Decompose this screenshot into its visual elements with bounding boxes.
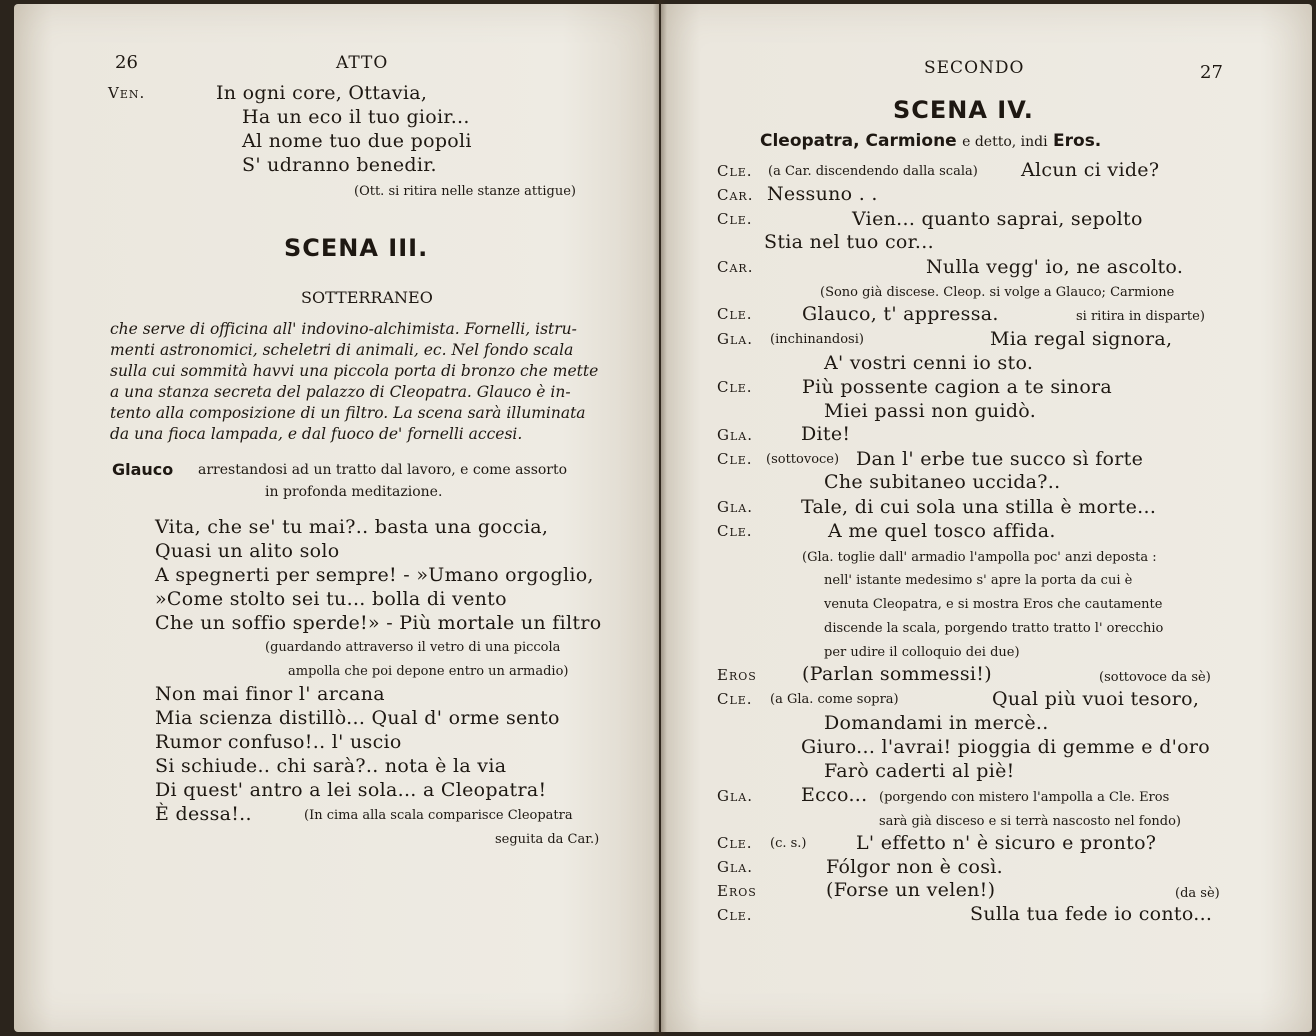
speaker-label: Cle.	[717, 162, 753, 180]
scene-setting: SOTTERRANEO	[301, 288, 433, 307]
stage-direction: (porgendo con mistero l'ampolla a Cle. Eros	[879, 790, 1170, 805]
verse-line: Sulla tua fede io conto...	[970, 903, 1213, 925]
verse-line: Miei passi non guidò.	[824, 400, 1037, 422]
stage-direction: (Sono già discese. Cleop. si volge a Glauco; Carmione	[820, 285, 1175, 300]
verse-line: (Parlan sommessi!)	[802, 663, 992, 685]
stage-direction: (a Gla. come sopra)	[770, 692, 899, 707]
scene-title: SCENA III.	[284, 234, 429, 262]
character-connector: e detto, indi	[962, 134, 1048, 150]
verse-line: Qual più vuoi tesoro,	[992, 688, 1200, 710]
stage-direction: (c. s.)	[770, 836, 807, 851]
speaker-ven: Ven.	[108, 84, 146, 102]
verse-line: Di quest' antro a lei sola... a Cleopatra!	[155, 779, 547, 801]
verse-line: Fólgor non è così.	[826, 856, 1003, 878]
stage-direction: (In cima alla scala comparisce Cleopatra	[304, 808, 573, 823]
verse-line: Rumor confuso!.. l' uscio	[155, 731, 402, 753]
verse-line: Più possente cagion a te sinora	[802, 376, 1113, 398]
speaker-label: Cle.	[717, 522, 753, 540]
speaker-label: Cle.	[717, 690, 753, 708]
left-running-head: ATTO	[336, 53, 389, 73]
scene-description-line: che serve di officina all' indovino-alchimista. Fornelli, istru-	[110, 320, 577, 338]
speaker-label: Car.	[717, 258, 754, 276]
verse-line: Vien... quanto saprai, sepolto	[852, 208, 1143, 230]
speaker-label: Gla.	[717, 858, 753, 876]
stage-direction: discende la scala, porgendo tratto tratto l' orecchio	[824, 621, 1164, 636]
stage-direction: per udire il colloquio dei due)	[824, 645, 1020, 660]
scene-title: SCENA IV.	[893, 96, 1034, 124]
stage-direction: ampolla che poi depone entro un armadio)	[288, 664, 569, 679]
stage-direction: (inchinandosi)	[770, 332, 864, 347]
speaker-label: Gla.	[717, 426, 753, 444]
stage-direction: arrestandosi ad un tratto dal lavoro, e come assorto	[198, 462, 568, 478]
left-page-number: 26	[115, 52, 138, 73]
verse-line: Al nome tuo due popoli	[242, 130, 472, 152]
verse-line: Giuro... l'avrai! pioggia di gemme e d'oro	[801, 736, 1211, 758]
verse-line: Che subitaneo uccida?..	[824, 471, 1061, 493]
verse-line: Non mai finor l' arcana	[155, 683, 385, 705]
verse-line: Domandami in mercè..	[824, 712, 1049, 734]
stage-direction: (Gla. toglie dall' armadio l'ampolla poc' anzi deposta :	[802, 550, 1157, 565]
verse-line: A spegnerti per sempre! - »Umano orgoglio,	[155, 564, 594, 586]
verse-line: Farò caderti al piè!	[824, 760, 1015, 782]
verse-line: Tale, di cui sola una stilla è morte...	[801, 496, 1157, 518]
speaker-label: Eros	[717, 666, 757, 684]
verse-line: Vita, che se' tu mai?.. basta una goccia,	[155, 516, 549, 538]
verse-line: Nessuno . .	[767, 183, 878, 205]
scene-description-line: sulla cui sommità havvi una piccola porta di bronzo che mette	[110, 362, 599, 380]
speaker-label: Cle.	[717, 305, 753, 323]
verse-line: È dessa!..	[155, 803, 252, 825]
stage-direction: (sottovoce)	[766, 452, 840, 467]
scene-description-line: da una fioca lampada, e dal fuoco de' fornelli accesi.	[110, 425, 523, 443]
stage-direction: (sottovoce da sè)	[1099, 670, 1211, 685]
verse-line: Quasi un alito solo	[155, 540, 340, 562]
speaker-label: Gla.	[717, 330, 753, 348]
stage-direction: si ritira in disparte)	[1076, 309, 1205, 324]
stage-direction: (da sè)	[1175, 886, 1220, 901]
speaker-glauco: Glauco	[112, 460, 174, 479]
right-page-number: 27	[1200, 62, 1223, 83]
speaker-label: Gla.	[717, 498, 753, 516]
stage-direction: (Ott. si ritira nelle stanze attigue)	[354, 184, 576, 199]
verse-line: A' vostri cenni io sto.	[824, 352, 1034, 374]
verse-line: (Forse un velen!)	[826, 879, 996, 901]
stage-direction: (a Car. discendendo dalla scala)	[768, 164, 978, 179]
verse-line: Dite!	[801, 423, 851, 445]
verse-line: Che un soffio sperde!» - Più mortale un filtro	[155, 612, 602, 634]
scene-description-line: a una stanza secreta del palazzo di Cleopatra. Glauco è in-	[110, 383, 571, 401]
verse-line: L' effetto n' è sicuro e pronto?	[856, 832, 1157, 854]
verse-line: In ogni core, Ottavia,	[216, 82, 428, 104]
verse-line: »Come stolto sei tu... bolla di vento	[155, 588, 507, 610]
character-list	[760, 131, 1101, 151]
verse-line: Nulla vegg' io, ne ascolto.	[926, 256, 1184, 278]
stage-direction: nell' istante medesimo s' apre la porta da cui è	[824, 573, 1133, 588]
verse-line: Stia nel tuo cor...	[764, 231, 934, 253]
verse-line: Si schiude.. chi sarà?.. nota è la via	[155, 755, 507, 777]
stage-direction: in profonda meditazione.	[265, 484, 443, 500]
speaker-label: Cle.	[717, 906, 753, 924]
stage-direction: (guardando attraverso il vetro di una piccola	[265, 640, 561, 655]
speaker-label: Gla.	[717, 787, 753, 805]
speaker-label: Cle.	[717, 834, 753, 852]
speaker-label: Car.	[717, 186, 754, 204]
verse-line: Mia regal signora,	[990, 328, 1173, 350]
stage-direction: venuta Cleopatra, e si mostra Eros che cautamente	[824, 597, 1163, 612]
speaker-label: Cle.	[717, 210, 753, 228]
right-running-head: SECONDO	[924, 58, 1025, 78]
verse-line: Glauco, t' appressa.	[802, 303, 999, 325]
verse-line: A me quel tosco affida.	[828, 520, 1056, 542]
stage-direction: seguita da Car.)	[495, 832, 600, 847]
speaker-label: Eros	[717, 882, 757, 900]
verse-line: Alcun ci vide?	[1021, 159, 1160, 181]
speaker-label: Cle.	[717, 378, 753, 396]
scene-description-line: tento alla composizione di un filtro. La scena sarà illuminata	[110, 404, 586, 422]
verse-line: Mia scienza distillò... Qual d' orme sento	[155, 707, 560, 729]
book-gutter	[653, 0, 667, 1036]
speaker-label: Cle.	[717, 450, 753, 468]
verse-line: Ecco...	[801, 784, 868, 806]
verse-line: Dan l' erbe tue succo sì forte	[856, 448, 1144, 470]
scene-description-line: menti astronomici, scheletri di animali, ec. Nel fondo scala	[110, 341, 574, 359]
character-names: Cleopatra, Carmione	[760, 131, 957, 151]
character-names: Eros.	[1053, 131, 1102, 151]
verse-line: Ha un eco il tuo gioir...	[242, 106, 470, 128]
verse-line: S' udranno benedir.	[242, 154, 437, 176]
stage-direction: sarà già disceso e si terrà nascosto nel fondo)	[879, 814, 1181, 829]
